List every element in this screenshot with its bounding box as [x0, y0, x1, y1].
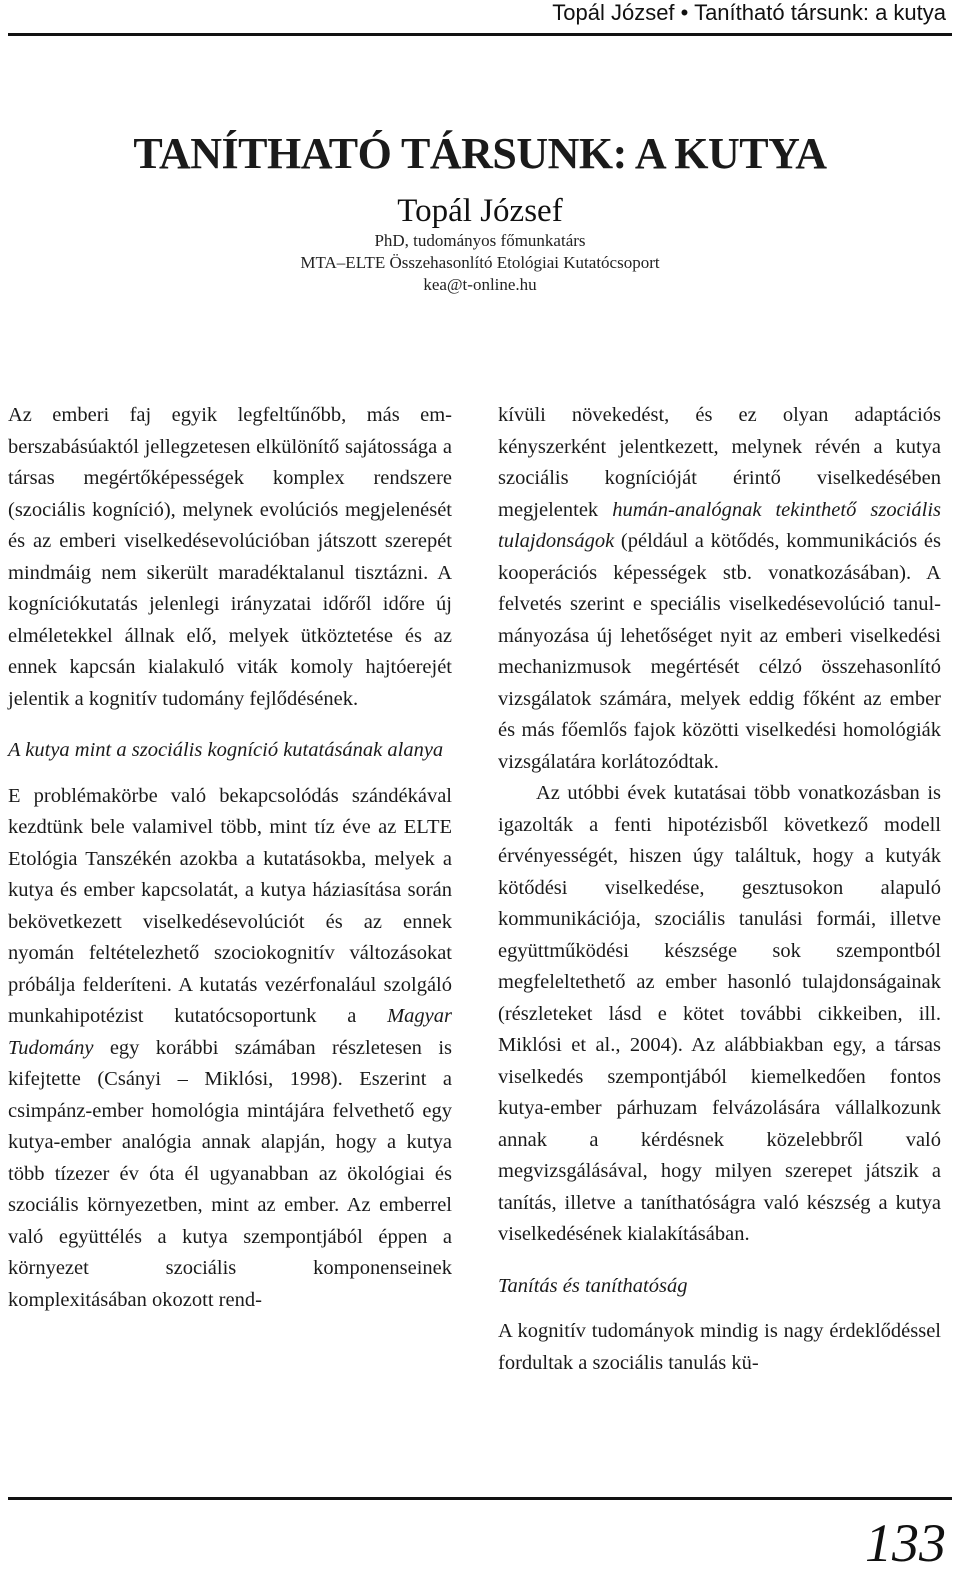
left-column — [8, 400, 452, 1316]
text-run: E problémakörbe való bekapcsolódás szándékával kezdtünk bele valamivel több, mint tíz éve az ELTE Etológia Tanszékén azokba a kutatásokba, melyek a kutya és ember kapcsolatát, a kutya háziasítása során bekövetkezett viselkedésevolúciót és az ennek nyomán feltételezhető szociokognitív változásokat próbálja felderíteni. A kutatás vezérfonalául szolgáló munkahipotézist kutatócsoportunk a — [8, 784, 452, 1027]
author-institution: MTA–ELTE Összehasonlító Etológiai Kutatócsoport — [300, 253, 660, 272]
author-position: PhD, tudományos főmunkatárs — [374, 231, 586, 250]
body-paragraph: Az utóbbi évek kutatásai több vonatkozásban is igazolták a fenti hipotézisből következő modell érvényességét, hiszen úgy találtuk, hogy a kutyák kötődési viselkedése, gesztusokon alapuló kommunikációja, szociális tanulási formái, illetve együttműködési készsége sok szempontból megfeleltethető az ember hasonló tulajdonságainak (részleteket lásd e kötet további cikkeiben, ill. Miklósi et al., 2004). Az alábbiakban egy, a társas viselkedés szempontjából kiemelkedően fontos kutya-ember párhuzam felvázolására vállalkozunk annak a kérdésnek közelebbről való megvizsgálásával, hogy milyen szerepet játszik a tanítás, illetve a taníthatóságra való készség a kutya viselkedésének kialakításában. — [498, 782, 941, 1245]
author-block — [0, 192, 960, 296]
body-paragraph — [8, 781, 452, 1317]
author-email: kea@t-online.hu — [423, 275, 537, 294]
section-heading: A kutya mint a szociális kogníció kutatásának alanya — [8, 739, 444, 761]
page-number: 133 — [865, 1513, 946, 1573]
article-title: TANÍTHATÓ TÁRSUNK: A KUTYA — [133, 129, 827, 178]
footer-rule — [8, 1497, 952, 1500]
text-run: kívüli növekedést, és ez olyan adaptációs kényszerként jelentkezett, melynek révén a kutya szociális kognícióját érintő viselkedésében megjelentek — [498, 404, 941, 521]
text-run: egy korábbi számában részletesen is kifejtette (Csányi – Miklósi, 1998). Eszerint a csimpánz-ember homológia mintájára felvethető egy kutya-ember analógia annak alapján, hogy a kutya több tízezer év óta él ugyanabban az ökológiai és szociális környezetben, mint az ember. Az emberrel való együttélés a kutya szempontjából éppen a környezet szociális komponenseinek komplexitásában okozott rend- — [8, 1036, 452, 1311]
section-heading: Tanítás és taníthatóság — [498, 1274, 688, 1297]
body-paragraph: A kognitív tudományok mindig is nagy érdeklődéssel fordultak a szociális tanulás kü- — [498, 1320, 941, 1374]
emphasis-term: humán-analógnak tekinthető szociális tulajdonságok — [498, 498, 941, 552]
header-rule — [8, 33, 952, 36]
author-name: Topál József — [397, 193, 563, 229]
text-run: (például a kötődés, kommunikációs és kooperációs képességek stb. vonatkozásában). A felvetés szerint e speciális viselkedésevolúció tanulmányozása új lehetőséget nyit az emberi viselkedési mechanizmusok megértését célzó összehasonlító vizsgálatok számára, melyek eddig főként az ember és más főemlős fajok közötti viselkedési homológiák vizsgálatára korlátozódtak. — [498, 530, 941, 773]
running-header: Topál József • Tanítható társunk: a kutya — [552, 0, 946, 25]
body-paragraph — [498, 400, 941, 778]
right-column — [498, 400, 941, 1379]
body-paragraph: Az emberi faj egyik legfeltűnőbb, más emberszabásúaktól jellegzetesen elkülönítő sajátossága a társas megértőképességek komplex rendszere (szociális kogníció), melynek evolúciós megjelenését és az emberi viselkedésevolúcióban játszott szerepét mindmáig nem sikerült maradéktalanul tisztázni. A kogníciókutatás jelenlegi irányzatai időről időre új elméletekkel állnak elő, melyek ütköztetése és az ennek kapcsán kialakuló viták komoly hajtóerejét jelentik a kognitív tudomány fejlődésének. — [8, 404, 452, 710]
journal-name: Magyar Tudomány — [8, 1005, 452, 1059]
